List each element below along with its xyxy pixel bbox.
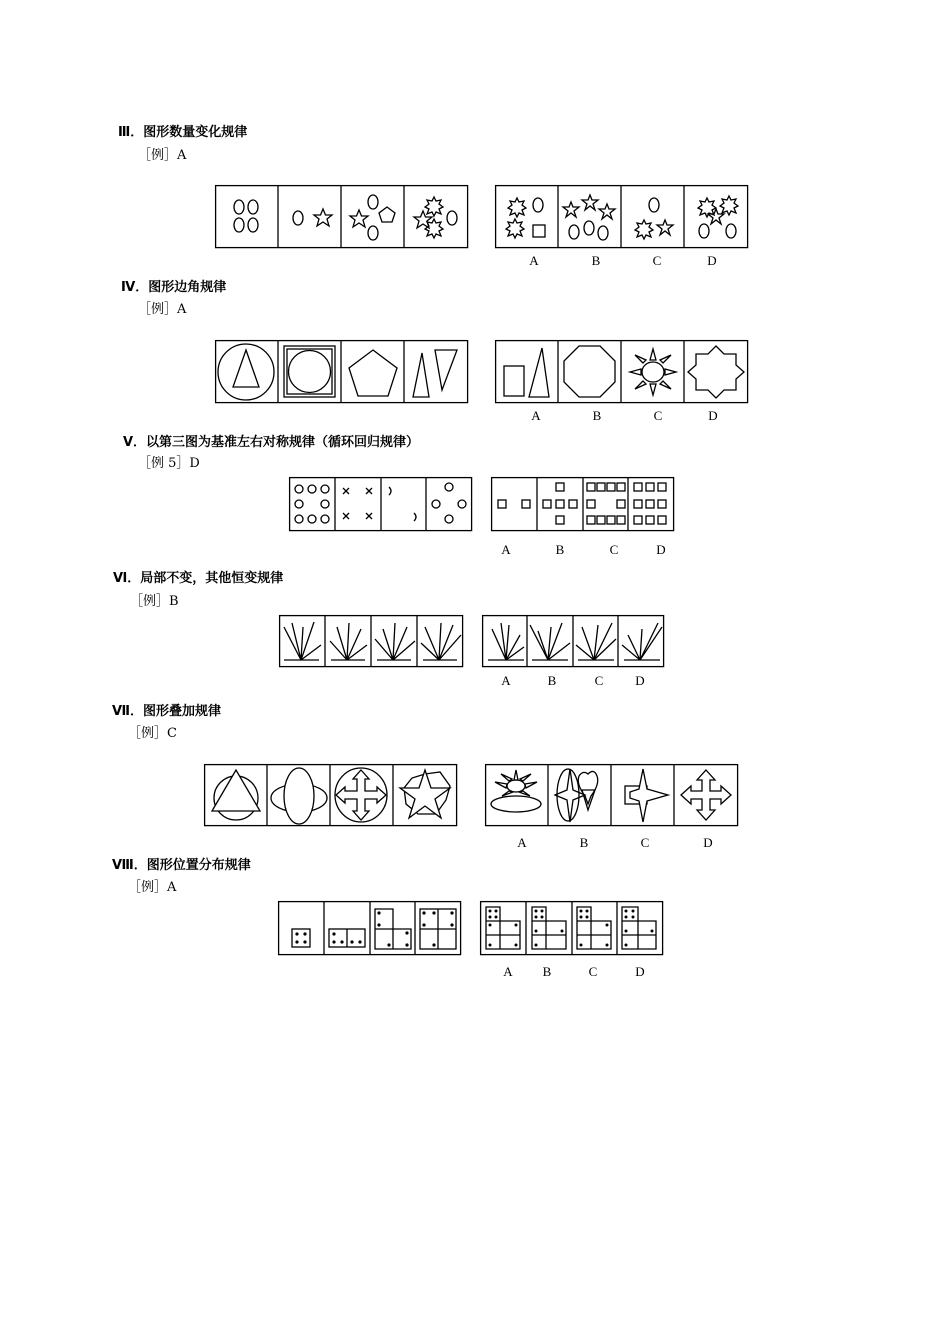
option-d-squares-figure (634, 483, 666, 524)
options-panel-5 (491, 477, 675, 532)
option-label-d: D (703, 835, 713, 850)
option-label-d: D (635, 673, 645, 688)
option-label-c: C (588, 964, 598, 979)
option-a-fan-figure (488, 623, 524, 660)
section-heading-5: Ⅴ．以第三图为基准左右对称规律（循环回归规律） (123, 435, 420, 450)
option-label-b: B (555, 542, 565, 557)
option-b-squares-figure (543, 483, 577, 524)
two-arcs-figure (389, 487, 416, 521)
two-cells-dots-figure (329, 929, 365, 947)
circle-with-triangle-figure (218, 344, 274, 400)
option-a-figure (491, 770, 541, 812)
option-label-b: B (592, 408, 602, 423)
one-cell-dots-figure (292, 929, 310, 947)
two-triangles-figure (413, 350, 457, 397)
option-label-a: A (503, 964, 513, 979)
option-c-sun-figure (630, 349, 676, 395)
option-d-figure (681, 770, 731, 820)
option-label-d: D (656, 542, 666, 557)
section-heading-6: Ⅵ．局部不变，其他恒变规律 (113, 571, 284, 586)
option-label-c: C (640, 835, 650, 850)
three-cells-dots-figure (375, 909, 411, 949)
option-label-b: B (542, 964, 552, 979)
fan-lines-figure-2 (330, 623, 367, 660)
example-answer-8: ［例］A (128, 880, 177, 895)
question-panel-3 (215, 185, 469, 249)
option-a-figure (504, 348, 549, 397)
options-panel-8 (480, 901, 664, 956)
four-circles-scattered-figure (432, 483, 466, 523)
option-a-grid-figure (486, 907, 520, 949)
example-answer-7: ［例］C (128, 726, 177, 741)
triangle-over-circle-figure (212, 770, 260, 820)
option-b-octagon-figure (564, 346, 615, 397)
pentagon-figure (349, 350, 397, 396)
four-ovals-figure (234, 200, 258, 232)
star-sun-oval-figure (414, 197, 457, 238)
option-label-b: B (547, 673, 557, 688)
option-label-a: A (529, 253, 539, 268)
star-over-sun-figure (400, 770, 450, 818)
options-panel-3 (495, 185, 749, 249)
option-label-b: B (591, 253, 601, 268)
example-answer-3: ［例］A (138, 148, 187, 163)
question-panel-5 (289, 477, 473, 532)
option-label-c: C (609, 542, 619, 557)
option-b-figure (555, 769, 598, 822)
option-a-squares-figure (498, 500, 530, 508)
option-label-a: A (531, 408, 541, 423)
question-panel-8 (278, 901, 462, 956)
option-b-grid-figure (532, 907, 566, 949)
four-crosses-figure (343, 488, 372, 519)
question-panel-7 (204, 764, 458, 827)
option-label-a: A (501, 542, 511, 557)
option-label-a: A (517, 835, 527, 850)
option-d-figure (698, 196, 738, 238)
example-answer-5: ［例 5］D (138, 456, 200, 471)
option-label-a: A (501, 673, 511, 688)
eight-circles-figure (295, 485, 329, 523)
square-with-circle-figure (284, 346, 335, 397)
ellipse-over-wide-ellipse-figure (271, 768, 327, 824)
option-label-d: D (707, 253, 717, 268)
options-panel-7 (485, 764, 739, 827)
option-c-squares-figure (587, 483, 625, 524)
option-label-c: C (652, 253, 662, 268)
example-answer-4: ［例］A (138, 302, 187, 317)
option-c-grid-figure (577, 907, 611, 949)
cross-arrows-in-circle-figure (335, 768, 387, 822)
option-c-figure (625, 769, 668, 822)
question-panel-4 (215, 340, 469, 404)
section-heading-8: Ⅷ．图形位置分布规律 (112, 858, 251, 873)
question-panel-6 (279, 615, 464, 668)
section-heading-3: Ⅲ．图形数量变化规律 (118, 125, 248, 140)
option-label-d: D (635, 964, 645, 979)
fan-lines-figure-1 (284, 622, 321, 660)
fan-lines-figure-4 (421, 623, 461, 660)
options-panel-4 (495, 340, 749, 404)
section-heading-7: Ⅶ．图形叠加规律 (112, 704, 222, 719)
option-c-fan-figure (576, 623, 616, 660)
option-label-d: D (708, 408, 718, 423)
option-label-c: C (594, 673, 604, 688)
example-answer-6: ［例］B (130, 594, 179, 609)
option-d-fan-figure (622, 623, 662, 660)
option-b-fan-figure (530, 623, 570, 660)
option-label-b: B (579, 835, 589, 850)
four-cells-dots-figure (420, 909, 456, 949)
section-heading-4: Ⅳ．图形边角规律 (121, 280, 227, 295)
option-a-figure (506, 198, 545, 238)
option-b-figure (563, 195, 615, 240)
option-d-grid-figure (622, 907, 656, 949)
option-c-figure (635, 198, 673, 239)
star-pentagon-ovals-figure (350, 195, 395, 240)
fan-lines-figure-3 (375, 623, 415, 660)
option-d-eight-point-star-figure (688, 346, 744, 398)
oval-and-star-figure (293, 209, 332, 226)
options-panel-6 (482, 615, 665, 668)
option-label-c: C (653, 408, 663, 423)
